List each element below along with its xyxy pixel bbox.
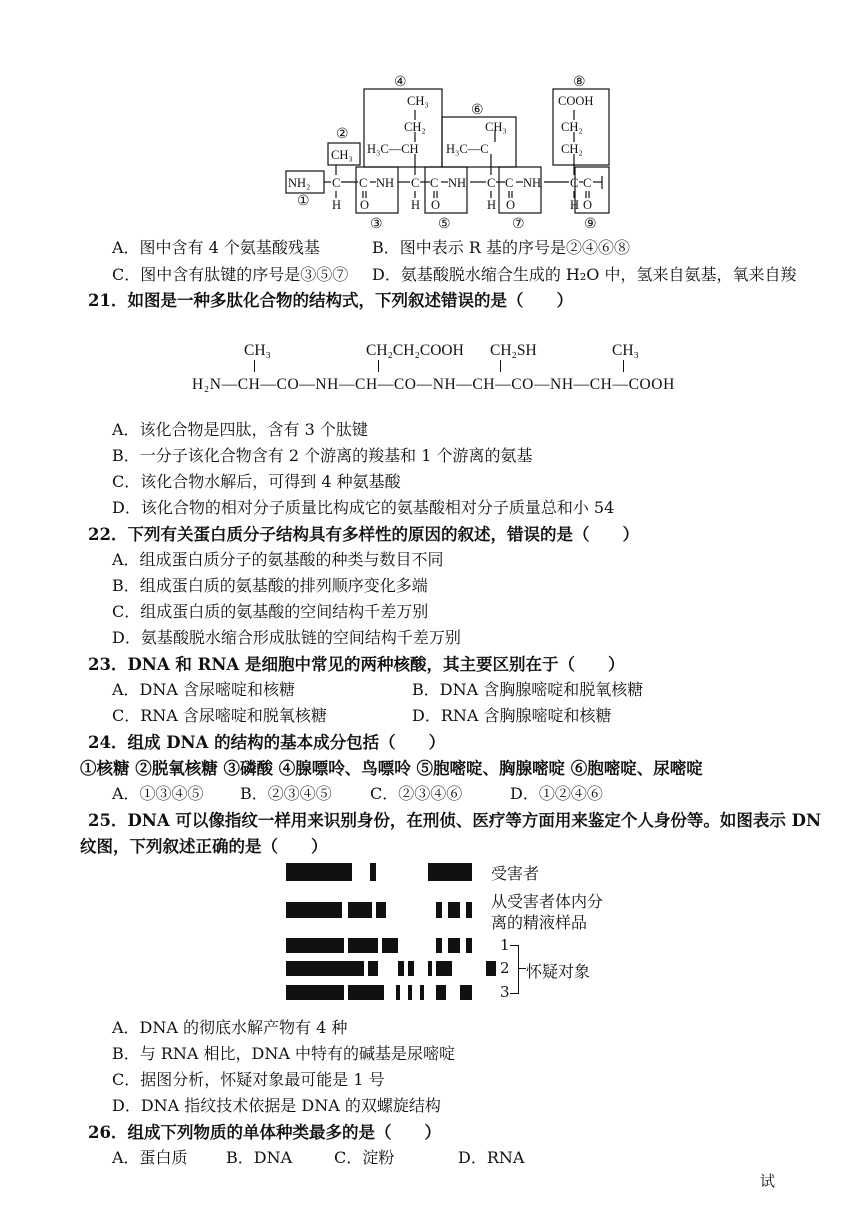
q22-option-a: A．组成蛋白质分子的氨基酸的种类与数目不同	[112, 550, 444, 569]
q24-items: ①核糖 ②脱氧核糖 ③磷酸 ④腺嘌呤、鸟嘌呤 ⑤胞嘧啶、胸腺嘧啶 ⑥胞嘧啶、尿嘧啶	[80, 759, 703, 778]
q25-option-c: C．据图分析，怀疑对象最可能是 1 号	[112, 1070, 385, 1089]
q24-option-a: A．①③④⑤	[112, 784, 204, 803]
formula-r4: CH₃	[612, 342, 639, 359]
dna-band	[436, 961, 452, 976]
dna-band	[466, 938, 472, 953]
dna-band	[448, 902, 460, 918]
dna-band	[286, 985, 344, 1000]
oxygen-label: O	[360, 198, 370, 212]
dna-band	[436, 938, 442, 953]
suspect-number-3: 3	[500, 983, 510, 1001]
oxygen-label: O	[506, 198, 516, 212]
nh2-label: NH₂	[288, 176, 311, 190]
dna-band	[286, 938, 344, 953]
bracket	[510, 945, 519, 994]
q26-option-a: A．蛋白质	[112, 1148, 188, 1167]
formula-r3: CH₂SH	[490, 342, 537, 359]
nh-label: NH	[376, 176, 395, 190]
q25-option-d: D．DNA 指纹技术依据是 DNA 的双螺旋结构	[112, 1096, 441, 1115]
bond-line	[254, 360, 255, 372]
marker-4: ④	[394, 75, 407, 90]
dna-band	[428, 961, 432, 976]
q26-option-b: B．DNA	[226, 1148, 293, 1167]
dna-band	[370, 863, 376, 881]
suspect-number-1: 1	[500, 936, 510, 954]
dna-band	[428, 863, 472, 881]
marker-7: ⑦	[512, 217, 525, 232]
q24-option-b: B．②③④⑤	[240, 784, 332, 803]
marker-8: ⑧	[573, 75, 586, 90]
label-suspect: 怀疑对象	[526, 962, 591, 981]
q22-option-c: C．组成蛋白质的氨基酸的空间结构千差万别	[112, 602, 429, 621]
q23-option-d: D．RNA 含胸腺嘧啶和核糖	[412, 706, 612, 725]
peptide-structure-svg	[280, 72, 610, 232]
carbon-label: C	[411, 176, 420, 190]
dna-band	[376, 902, 386, 918]
ch3-label: CH₃	[331, 148, 353, 162]
h3c-ch-label: H₃C—CH	[367, 142, 419, 156]
q21-stem: 21．如图是一种多肽化合物的结构式，下列叙述错误的是（ ）	[88, 291, 573, 310]
dna-band	[448, 938, 460, 953]
q21-option-b: B．一分子该化合物含有 2 个游离的羧基和 1 个游离的氨基	[112, 446, 533, 465]
q22-option-d: D．氨基酸脱水缩合形成肽链的空间结构千差万别	[112, 628, 461, 647]
h3c-c-label: H₃C—C	[446, 142, 489, 156]
dna-band	[286, 863, 352, 881]
carbon-label: C	[487, 176, 496, 190]
q25-option-a: A．DNA 的彻底水解产物有 4 种	[112, 1018, 348, 1037]
dna-band	[466, 902, 472, 918]
q21-formula	[192, 338, 712, 404]
q20-option-d: D．氨基酸脱水缩合生成的 H₂O 中，氢来自氨基，氧来自羧	[372, 265, 797, 284]
q26-stem: 26．组成下列物质的单体种类最多的是（ ）	[88, 1123, 441, 1142]
hydrogen-label: H	[332, 198, 342, 212]
suspect-number-2: 2	[500, 959, 510, 977]
q20-option-c: C．图中含有肽键的序号是③⑤⑦	[112, 265, 349, 284]
marker-6: ⑥	[471, 103, 484, 118]
ch2-label: CH₂	[561, 142, 583, 156]
label-victim: 受害者	[491, 864, 540, 883]
ch2-label: CH₂	[561, 120, 583, 134]
nh-label: NH	[523, 176, 542, 190]
dna-band	[368, 961, 378, 976]
q26-option-d: D．RNA	[458, 1148, 525, 1167]
dna-band	[348, 985, 384, 1000]
dna-band	[348, 902, 372, 918]
dna-fingerprint-figure	[286, 858, 626, 1008]
dna-band	[286, 961, 364, 976]
q21-option-c: C．该化合物水解后，可得到 4 种氨基酸	[112, 472, 401, 491]
oxygen-label: O	[583, 198, 593, 212]
carbon-label: C	[359, 176, 368, 190]
carbon-label: C	[505, 176, 514, 190]
ch3-label: CH₃	[485, 120, 507, 134]
q23-option-c: C．RNA 含尿嘧啶和脱氧核糖	[112, 706, 327, 725]
dna-band	[436, 985, 446, 1000]
q21-option-a: A．该化合物是四肽，含有 3 个肽键	[112, 420, 368, 439]
bond-line	[500, 360, 501, 372]
q25-stem-line2: 纹图，下列叙述正确的是（ ）	[80, 837, 328, 856]
marker-5: ⑤	[438, 217, 451, 232]
bond-line	[623, 360, 624, 372]
q23-option-b: B．DNA 含胸腺嘧啶和脱氧核糖	[412, 680, 644, 699]
dna-band	[286, 902, 342, 918]
carbon-label: C	[570, 176, 579, 190]
marker-3: ③	[370, 217, 383, 232]
bracket-tick	[518, 968, 526, 969]
dna-band	[408, 961, 414, 976]
hydrogen-label: H	[487, 198, 497, 212]
formula-chain: H₂N—CH—CO—NH—CH—CO—NH—CH—CO—NH—CH—COOH	[192, 376, 675, 393]
marker-1: ①	[297, 194, 310, 209]
q22-option-b: B．组成蛋白质的氨基酸的排列顺序变化多端	[112, 576, 428, 595]
formula-r2: CH₂CH₂COOH	[366, 342, 464, 359]
oxygen-label: O	[431, 198, 441, 212]
q24-option-c: C．②③④⑥	[370, 784, 463, 803]
label-sample-line2: 离的精液样品	[491, 913, 588, 932]
dna-band	[486, 961, 496, 976]
ch2-label: CH₂	[404, 120, 426, 134]
q23-option-a: A．DNA 含尿嘧啶和核糖	[112, 680, 296, 699]
ch3-label: CH₃	[407, 94, 429, 108]
dna-band	[396, 985, 400, 1000]
peptide-figure	[280, 72, 610, 232]
carbon-label: C	[430, 176, 439, 190]
carbon-label: C	[583, 176, 592, 190]
label-sample-line1: 从受害者体内分	[491, 892, 604, 911]
q23-stem: 23．DNA 和 RNA 是细胞中常见的两种核酸，其主要区别在于（ ）	[88, 655, 625, 674]
cooh-label: COOH	[558, 94, 594, 108]
formula-r1: CH₃	[244, 342, 271, 359]
q22-stem: 22．下列有关蛋白质分子结构具有多样性的原因的叙述，错误的是（ ）	[88, 525, 639, 544]
marker-2: ②	[336, 127, 349, 142]
dna-band	[382, 938, 398, 953]
q24-option-d: D．①②④⑥	[510, 784, 603, 803]
dna-band	[436, 902, 442, 918]
marker-9: ⑨	[584, 217, 597, 232]
dna-band	[420, 985, 424, 1000]
q20-option-b: B．图中表示 R 基的序号是②④⑥⑧	[372, 238, 630, 257]
nh-label: NH	[448, 176, 467, 190]
q25-stem-line1: 25．DNA 可以像指纹一样用来识别身份，在刑侦、医疗等方面用来鉴定个人身份等。如图表示 DN	[88, 811, 822, 830]
q24-stem: 24．组成 DNA 的结构的基本成分包括（ ）	[88, 733, 446, 752]
hydrogen-label: H	[411, 198, 421, 212]
hydrogen-label: H	[570, 198, 580, 212]
bond-line	[378, 360, 379, 372]
dna-band	[460, 985, 472, 1000]
dna-band	[398, 961, 404, 976]
q20-option-a: A．图中含有 4 个氨基酸残基	[112, 238, 320, 257]
q26-option-c: C．淀粉	[334, 1148, 395, 1167]
q21-option-d: D．该化合物的相对分子质量比构成它的氨基酸相对分子质量总和小 54	[112, 498, 615, 517]
q25-option-b: B．与 RNA 相比，DNA 中特有的碱基是尿嘧啶	[112, 1044, 456, 1063]
carbon-label: C	[332, 176, 341, 190]
dna-band	[348, 938, 378, 953]
page-footer: 试	[760, 1172, 776, 1190]
dna-band	[408, 985, 412, 1000]
